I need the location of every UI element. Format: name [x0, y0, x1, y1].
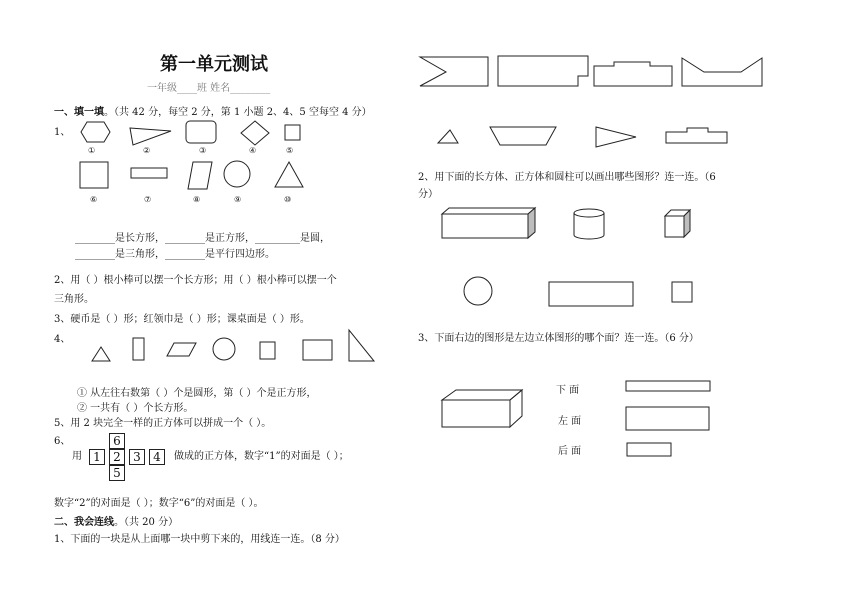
- shape-label-6: ⑥: [90, 195, 98, 204]
- q4-label: 4、: [54, 334, 71, 345]
- section2-q2-line2: 分）: [418, 189, 438, 200]
- shape-label-7: ⑦: [144, 195, 152, 204]
- q5-text: 5、用 2 块完全一样的正方体可以拼成一个（ ）。: [54, 418, 272, 429]
- section2-q3-text: 3、下面右边的图形是左边立体图形的哪个面？连一连。（6 分）: [418, 333, 699, 344]
- shape-label-1: ①: [88, 146, 96, 155]
- q2-line1: 2、用（ ）根小棒可以摆一个长方形；用（ ）根小棒可以摆一个: [54, 275, 337, 286]
- q4-line1: ① 从左往右数第（ ）个是圆形，第（ ）个是正方形，: [77, 388, 317, 399]
- section2-q1-text: 1、下面的一块是从上面哪一块中剪下来的，用线连一连。（8 分）: [54, 534, 345, 545]
- back-face-rect: [627, 443, 671, 456]
- bottom-face-rect: [626, 381, 710, 391]
- face-label-back: 后 面: [558, 446, 582, 457]
- net-cell-2: 2: [109, 449, 125, 465]
- shape-label-3: ③: [199, 146, 207, 155]
- net-cell-6: 6: [109, 433, 125, 449]
- net-cell-4: 4: [149, 449, 165, 465]
- net-cell-1: 1: [89, 449, 105, 465]
- q1-label: 1、: [54, 127, 71, 138]
- shape-label-8: ⑧: [193, 195, 201, 204]
- section1-heading: 一、填一填。（共 42 分，每空 2 分，第 1 小题 2、4、5 空每空 4 分）: [54, 107, 372, 118]
- q1-blank-line2: ________是三角形，________是平行四边形。: [75, 249, 275, 260]
- q2-line2: 三角形。: [54, 294, 94, 305]
- q3-text: 3、硬币是（ ）形；红领巾是（ ）形；课桌面是（ ）形。: [54, 314, 310, 325]
- class-name-line: 一年级____班 姓名________: [147, 83, 271, 94]
- face-label-left: 左 面: [558, 416, 582, 427]
- net-cell-3: 3: [129, 449, 145, 465]
- left-face-rect: [626, 407, 709, 430]
- shape-label-10: ⑩: [284, 195, 292, 204]
- net-cell-5: 5: [109, 465, 125, 481]
- shape-label-2: ②: [143, 146, 151, 155]
- flat-cuboid-top: [442, 390, 522, 400]
- q1-blank-line1: ________是长方形，________是正方形，_________是圆，: [75, 233, 330, 244]
- q4-line2: ② 一共有（ ）个长方形。: [77, 403, 194, 414]
- q6-prefix: 用: [72, 451, 82, 462]
- page-title: 第一单元测试: [160, 54, 268, 75]
- shape-label-5: ⑤: [286, 146, 294, 155]
- flat-cuboid-side: [510, 390, 522, 427]
- section2-q2-line1: 2、用下面的长方体、正方体和圆柱可以画出哪些图形？连一连。（6: [418, 172, 716, 183]
- section2-heading: 二、我会连线。（共 20 分）: [54, 517, 179, 528]
- q6-suffix: 做成的正方体，数字“1”的对面是（ ）；: [174, 451, 349, 462]
- face-label-bottom: 下 面: [556, 385, 580, 396]
- q6-label: 6、: [54, 436, 71, 447]
- q6-line2: 数字“2”的对面是（ ）；数字“6”的对面是（ ）。: [54, 498, 264, 509]
- flat-cuboid-front: [442, 400, 510, 427]
- shape-label-9: ⑨: [234, 195, 242, 204]
- shape-label-4: ④: [249, 146, 257, 155]
